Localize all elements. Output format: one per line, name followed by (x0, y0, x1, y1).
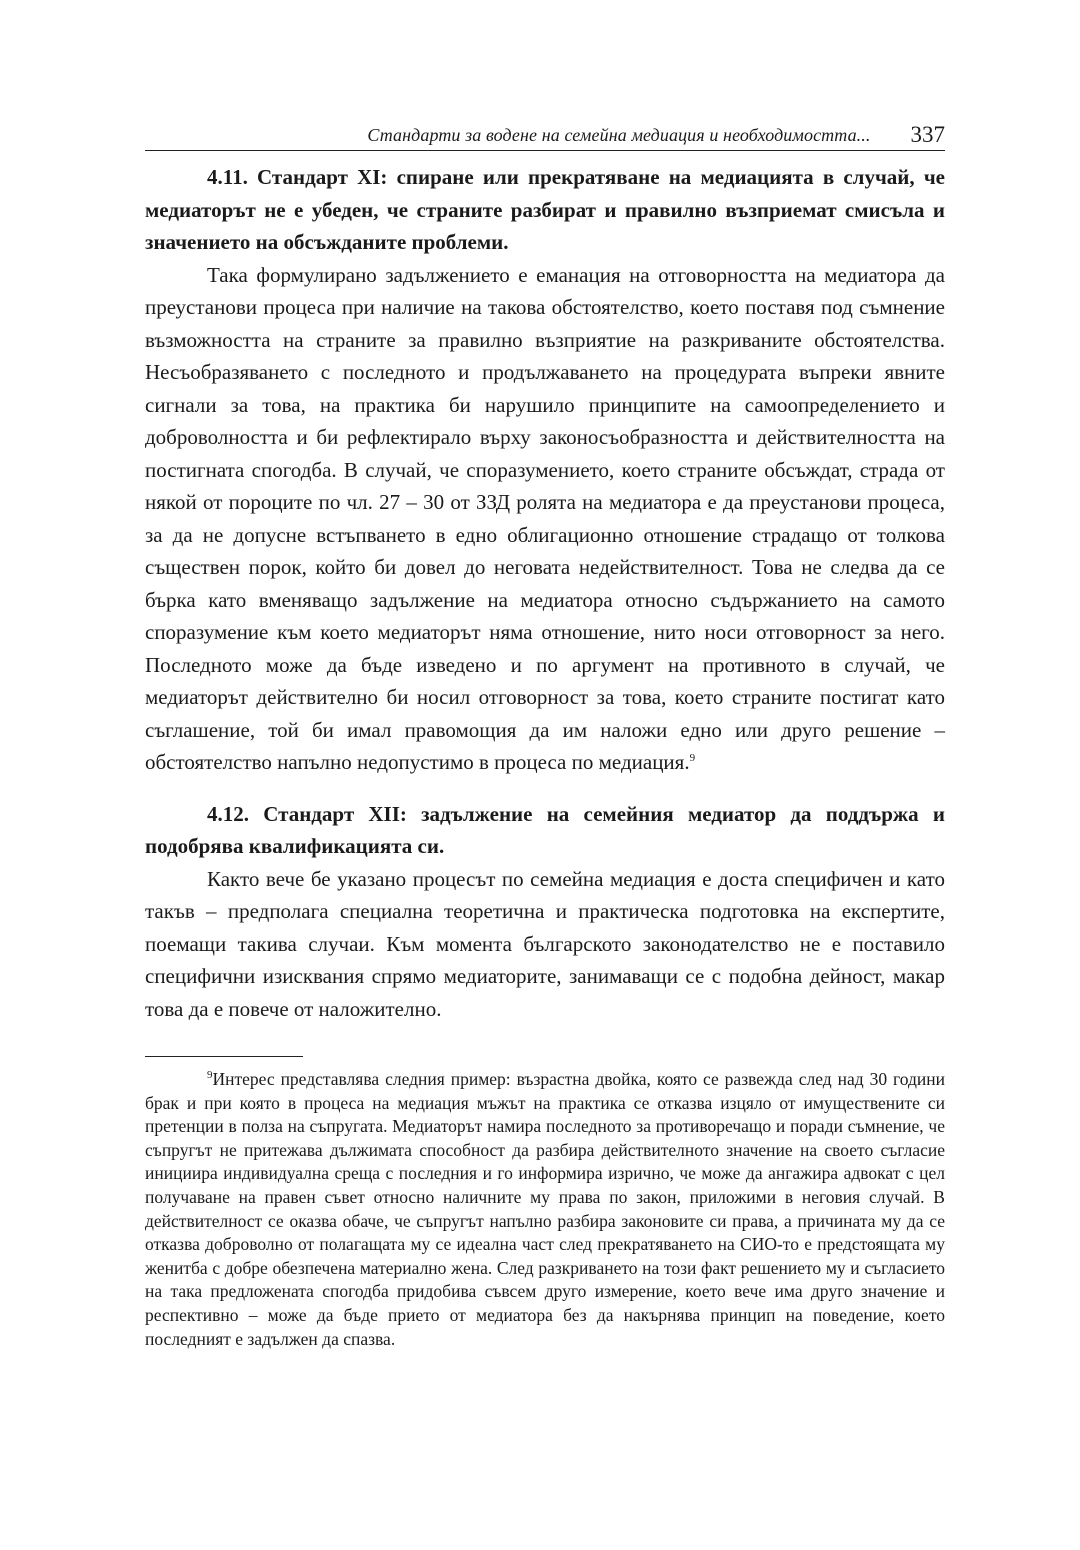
section-heading-4-11: 4.11. Стандарт XI: спиране или прекратяване на медиацията в случай, че медиаторът не е убеден, че страните разбират и правилно възприемат смисъла и значението на обсъжданите проблеми. (145, 165, 945, 254)
section-heading-4-12: 4.12. Стандарт XII: задължение на семейния медиатор да поддържа и подобрява квалификацията си. (145, 801, 945, 858)
paragraph-text: Така формулирано задължението е еманация на отговорността на медиатора да преустанови процеса при наличие на такова обстоятелство, което поставя под съмнение възможността на страните за правилно възприятие на разкриваните обстоятелства. Несъобразяването с последното и продължаването на процедурата въпреки явните сигнали за това, на практика би нарушило принципите на самоопределението и доброволността и би рефлектирало върху законосъобразността и действителността на постигната спогодба. В случай, че споразумението, което страните обсъждат, страда от някой от пороците по чл. 27 – 30 от ЗЗД ролята на медиатора е да преустанови процеса, за да не допусне встъпването в едно облигационно отношение страдащо от толкова съществен порок, който би довел до неговата недействителност. Това не следва да се бърка като вменяващо задължение на медиатора относно съдържанието на самото споразумение към което медиаторът няма отношение, нито носи отговорност за него. Последното може да бъде изведено и по аргумент на противното в случай, че медиаторът действително би носил отговорност за това, което страните постигат като съглашение, той би имал правомощия да им наложи едно или друго решение – обстоятелство напълно недопустимо в процеса по медиация. (145, 262, 945, 774)
footnote-divider (145, 1056, 303, 1057)
page-number: 337 (910, 122, 945, 147)
section-paragraph-4-11 (145, 259, 945, 779)
footnote-reference[interactable]: 9 (689, 752, 696, 764)
section-paragraph-4-12: Както вече бе указано процесът по семейна медиация е доста специфичен и като такъв – предполага специална теоретична и практическа подготовка на експертите, поемащи такива случаи. Към момента българското законодателство не е поставило специфични изисквания спрямо медиаторите, занимаващи се с подобна дейност, макар това да е повече от наложително. (145, 866, 945, 1021)
running-header (145, 112, 945, 151)
book-page (145, 112, 945, 1351)
footnote-number: 9 (207, 1069, 213, 1082)
footnote (145, 1068, 945, 1351)
running-title: Стандарти за водене на семейна медиация и необходимостта... (367, 125, 871, 145)
footnote-text: Интерес представлява следния пример: възрастна двойка, която се развежда след над 30 години брак и при която в процеса на медиация мъжът на практика се отказва изцяло от имуществените си претенции в полза на съпругата. Медиаторът намира последното за противоречащо и поради съмнение, че съпругът не притежава дължимата способност да разбира действителното значение на своето съгласие инициира индивидуална среща с последния и го информира изрично, че може да ангажира адвокат с цел получаване на правен съвет относно наличните му права по закон, приложими в неговия случай. В действителност се оказва обаче, че съпругът напълно разбира законовите си права, а причината му да се отказва доброволно от полагащата му се идеална част след прекратяването на СИО-то е предстоящата му женитба с добре обезпечена материално жена. След разкриването на този факт решението му и съгласието на така предложената спогодба придобива съвсем друго измерение, което вече има друго значение и респективно – може да бъде прието от медиатора без да накърнява принцип на поведение, което последният е задължен да спазва. (145, 1069, 945, 1349)
